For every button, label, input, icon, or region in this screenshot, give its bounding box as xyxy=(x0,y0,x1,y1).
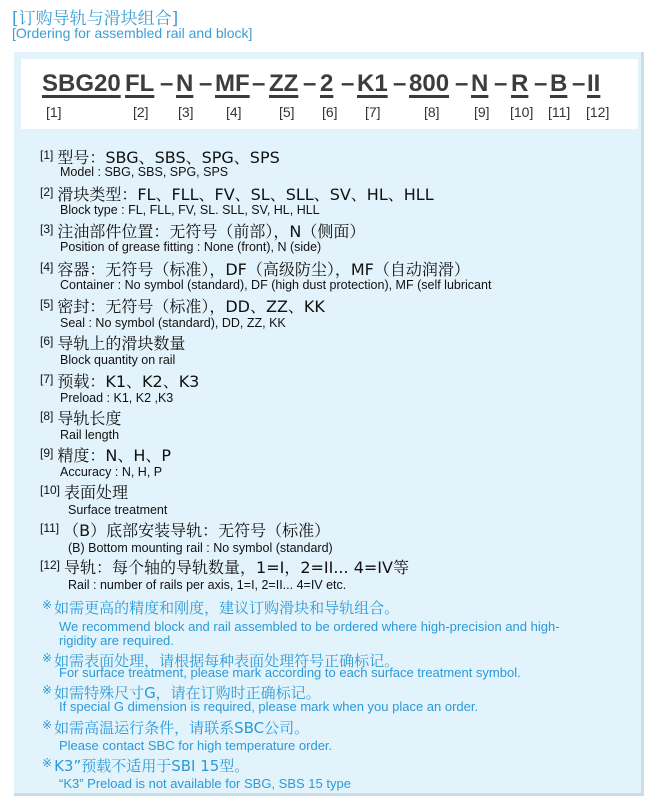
code-block-type: FL xyxy=(125,70,155,97)
code-index: [4] xyxy=(226,104,242,120)
code-index: [8] xyxy=(424,104,440,120)
code-index: [12] xyxy=(586,104,610,120)
spec-item-block-type-en: Block type : FL, FLL, FV, SL. SLL, SV, HL, HLL xyxy=(60,203,320,217)
spec-item-surface: [10] 表面处理 xyxy=(40,483,129,502)
spec-item-model-en: Model : SBG, SBS, SPG, SPS xyxy=(60,165,229,179)
note-k3-preload-en: “K3” Preload is not available for SBG, SBS 15 type xyxy=(59,776,351,791)
note-surface-en: For surface treatment, please mark according to each surface treatment symbol. xyxy=(59,665,521,680)
code-bottom-mounting: B xyxy=(550,70,568,97)
code-index: [7] xyxy=(365,104,381,120)
note-high-temp: ※ 如需高温运行条件，请联系SBC公司。 xyxy=(42,718,310,737)
code-rail-length: 800 xyxy=(409,70,450,97)
spec-item-seal: [5] 密封：无符号（标准），DD、ZZ、KK xyxy=(40,297,325,316)
code-dash: – xyxy=(393,70,407,97)
spec-item-block-quantity: [6] 导轨上的滑块数量 xyxy=(40,334,186,353)
code-rails-per-axis: II xyxy=(587,70,601,97)
spec-item-accuracy-en: Accuracy : N, H, P xyxy=(60,465,163,479)
note-assembly-en-2: rigidity are required. xyxy=(59,633,174,648)
spec-item-container-en: Container : No symbol (standard), DF (high dust protection), MF (self lubricant xyxy=(60,278,492,292)
code-dash: – xyxy=(252,70,266,97)
spec-item-grease-fitting-en: Position of grease fitting : None (front), N (side) xyxy=(60,240,322,254)
spec-item-seal-en: Seal : No symbol (standard), DD, ZZ, KK xyxy=(60,316,286,330)
code-surface: R xyxy=(511,70,529,97)
code-index: [2] xyxy=(133,104,149,120)
note-assembly: ※ 如需更高的精度和刚度，建议订购滑块和导轨组合。 xyxy=(42,598,400,617)
spec-item-surface-en: Surface treatment xyxy=(68,503,168,517)
spec-item-rails-per-axis-en: Rail : number of rails per axis, 1=I, 2=II... 4=IV etc. xyxy=(68,578,347,592)
note-special-g: ※ 如需特殊尺寸G，请在订购时正确标记。 xyxy=(42,683,321,702)
code-index: [6] xyxy=(322,104,338,120)
spec-item-bottom-mounting-en: (B) Bottom mounting rail : No symbol (standard) xyxy=(68,541,333,555)
code-model: SBG20 xyxy=(42,70,121,97)
spec-item-rails-per-axis: [12] 导轨：每个轴的导轨数量，1=I，2=II... 4=IV等 xyxy=(40,558,409,577)
code-preload: K1 xyxy=(357,70,388,97)
code-index: [1] xyxy=(46,104,62,120)
code-block-quantity: 2 xyxy=(320,70,334,97)
spec-item-container: [4] 容器：无符号（标准），DF（高级防尘），MF（自动润滑） xyxy=(40,260,470,279)
section-title-cn: [订购导轨与滑块组合] xyxy=(12,9,179,29)
note-special-g-en: If special G dimension is required, please mark when you place an order. xyxy=(59,699,479,714)
spec-item-preload-en: Preload : K1, K2 ,K3 xyxy=(60,391,174,405)
spec-item-accuracy: [9] 精度：N、H、P xyxy=(40,446,171,465)
code-container: MF xyxy=(215,70,250,97)
code-accuracy: N xyxy=(471,70,489,97)
code-grease-fitting: N xyxy=(176,70,194,97)
code-dash: – xyxy=(303,70,317,97)
spec-item-model: [1] 型号：SBG、SBS、SPG、SPS xyxy=(40,148,280,167)
section-title-en: [Ordering for assembled rail and block] xyxy=(12,25,253,41)
code-dash: – xyxy=(534,70,548,97)
code-index: [11] xyxy=(548,104,571,120)
spec-item-rail-length: [8] 导轨长度 xyxy=(40,409,122,428)
code-dash: – xyxy=(455,70,469,97)
note-k3-preload: ※ K3”预载不适用于SBI 15型。 xyxy=(42,756,250,775)
code-dash: – xyxy=(494,70,508,97)
code-dash: – xyxy=(160,70,174,97)
spec-item-bottom-mounting: [11] （B）底部安装导轨：无符号（标准） xyxy=(40,521,331,540)
order-code xyxy=(21,70,638,100)
note-surface: ※ 如需表面处理，请根据每种表面处理符号正确标记。 xyxy=(42,651,400,670)
ordering-panel xyxy=(14,52,644,796)
order-code-box xyxy=(21,59,638,129)
code-index: [5] xyxy=(279,104,295,120)
spec-item-grease-fitting: [3] 注油部件位置：无符号（前部），N（侧面） xyxy=(40,222,366,241)
spec-item-block-type: [2] 滑块类型：FL、FLL、FV、SL、SLL、SV、HL、HLL xyxy=(40,185,434,204)
code-seal: ZZ xyxy=(269,70,299,97)
note-assembly-en-1: We recommend block and rail assembled to be ordered where high-precision and high- xyxy=(59,619,560,634)
code-dash: – xyxy=(341,70,355,97)
note-high-temp-en: Please contact SBC for high temperature order. xyxy=(59,738,333,753)
spec-item-block-quantity-en: Block quantity on rail xyxy=(60,353,176,367)
code-dash: – xyxy=(572,70,586,97)
code-index: [3] xyxy=(178,104,194,120)
spec-item-preload: [7] 预载：K1、K2、K3 xyxy=(40,372,200,391)
code-index: [10] xyxy=(510,104,534,120)
spec-item-rail-length-en: Rail length xyxy=(60,428,120,442)
code-dash: – xyxy=(199,70,213,97)
code-index: [9] xyxy=(474,104,490,120)
